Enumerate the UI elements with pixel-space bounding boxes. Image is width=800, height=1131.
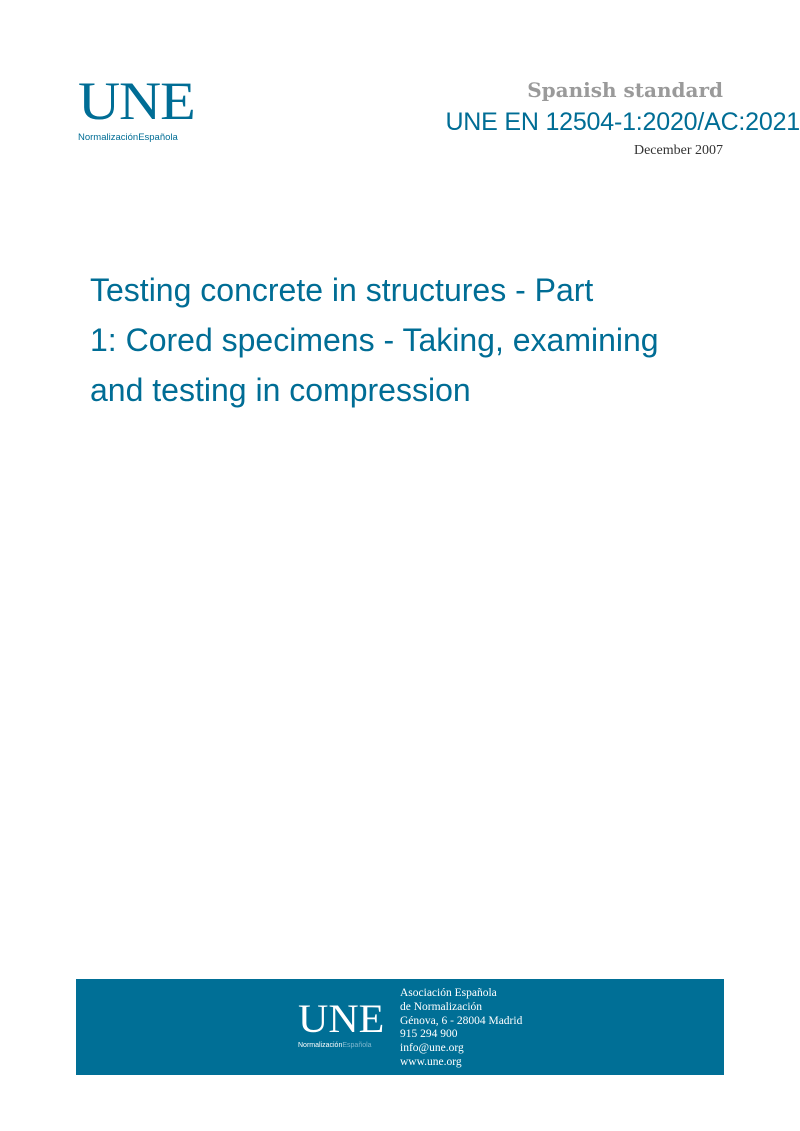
footer-org-name-2: de Normalización xyxy=(400,1000,483,1013)
standard-type-label: Spanish standard xyxy=(527,78,723,102)
title-line: 1: Cored specimens - Taking, examining xyxy=(90,322,659,358)
une-logo xyxy=(78,71,195,143)
footer-phone: 915 294 900 xyxy=(400,1028,458,1041)
document-title xyxy=(90,265,710,415)
logo-sub-normalizacion: Normalización xyxy=(78,132,139,143)
logo-sub-espanola: Española xyxy=(138,132,178,143)
standard-date: December 2007 xyxy=(633,143,723,158)
footer-org-name-1: Asociación Española xyxy=(400,987,497,999)
footer-logo-sub-espanola: Española xyxy=(342,1042,372,1049)
footer-logo-sub-normalizacion: Normalización xyxy=(298,1042,343,1049)
footer-contact-info xyxy=(400,987,522,1070)
footer-banner xyxy=(76,979,724,1075)
une-logo-subtitle xyxy=(78,132,192,144)
title-line: and testing in compression xyxy=(90,372,471,408)
footer-email[interactable]: info@une.org xyxy=(400,1042,464,1055)
standard-code: UNE EN 12504-1:2020/AC:2021 xyxy=(445,108,800,136)
footer-logo-subtitle xyxy=(298,1041,388,1050)
title-line: Testing concrete in structures - Part xyxy=(90,272,594,308)
une-logo-mark: UNE xyxy=(78,71,195,131)
footer-logo-mark: UNE xyxy=(298,996,385,1041)
footer-une-logo xyxy=(298,996,388,1050)
footer-address: Génova, 6 - 28004 Madrid xyxy=(400,1014,523,1027)
footer-website[interactable]: www.une.org xyxy=(400,1055,462,1068)
